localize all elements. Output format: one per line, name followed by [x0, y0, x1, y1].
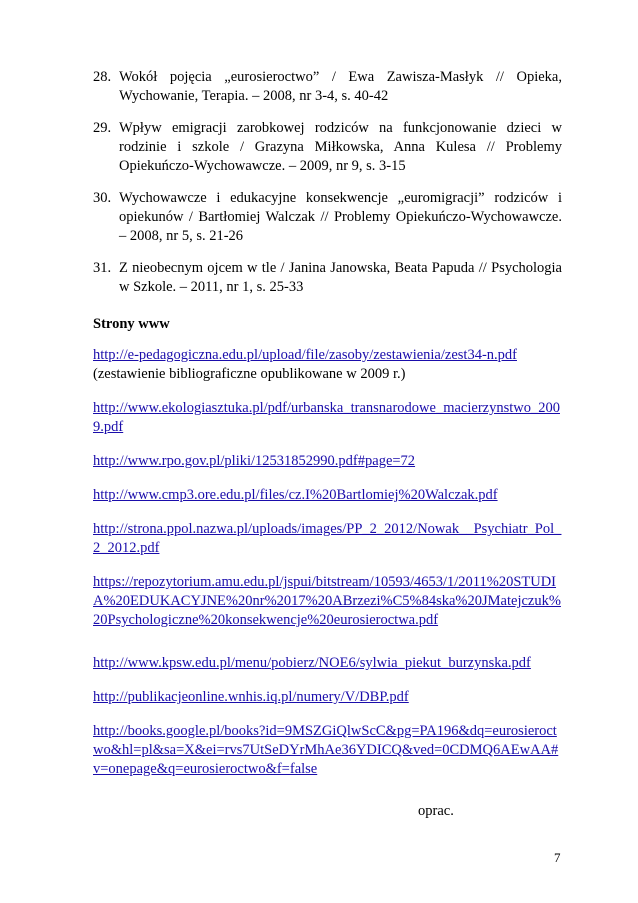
reference-text: Z nieobecnym ojcem w tle / Janina Janowska, Beata Papuda // Psychologia w Szkole. – 2011, nr 1, s. 25-33 — [119, 260, 562, 295]
web-link[interactable]: http://strona.ppol.nazwa.pl/uploads/images/PP_2_2012/Nowak__Psychiatr_Pol_2_2012.pdf — [93, 521, 562, 556]
signature: oprac. — [418, 803, 454, 819]
link-item — [93, 520, 562, 558]
web-link[interactable]: http://books.google.pl/books?id=9MSZGiQlwScC&pg=PA196&dq=eurosieroctwo&hl=pl&sa=X&ei=rvs7UtSeDYrMhAe36YDICQ&ved=0CDMQ6AEwAA#v=onepage&q=eurosieroctwo&f=false — [93, 723, 559, 777]
reference-item — [93, 189, 562, 246]
link-item — [93, 722, 562, 779]
link-item — [93, 654, 562, 673]
web-link[interactable]: http://www.kpsw.edu.pl/menu/pobierz/NOE6/sylwia_piekut_burzynska.pdf — [93, 655, 531, 671]
reference-text: Wychowawcze i edukacyjne konsekwencje „euromigracji” rodziców i opiekunów / Bartłomiej Walczak // Problemy Opiekuńczo-Wychowawcze. – 2008, nr 5, s. 21-26 — [119, 190, 562, 244]
web-link[interactable]: http://e-pedagogiczna.edu.pl/upload/file/zasoby/zestawienia/zest34-n.pdf — [93, 347, 517, 363]
link-item — [93, 486, 562, 505]
web-link[interactable]: http://www.rpo.gov.pl/pliki/12531852990.pdf#page=72 — [93, 453, 416, 469]
reference-number: 28. — [93, 69, 112, 85]
link-item — [93, 688, 562, 707]
web-link[interactable]: https://repozytorium.amu.edu.pl/jspui/bitstream/10593/4653/1/2011%20STUDIA%20EDUKACYJNE%20nr%2017%20ABrzezi%C5%84ska%20JMatejczuk%20Psychologiczne%20konsekwencje%20eurosieroctwa.pdf — [93, 574, 561, 628]
link-item — [93, 452, 562, 471]
content-area — [93, 68, 562, 794]
websites-heading: Strony www — [93, 316, 170, 332]
reference-list — [93, 68, 562, 297]
link-list — [93, 346, 562, 779]
reference-number: 29. — [93, 120, 112, 136]
web-link[interactable]: http://publikacjeonline.wnhis.iq.pl/numery/V/DBP.pdf — [93, 689, 409, 705]
reference-item — [93, 68, 562, 106]
link-item — [93, 573, 562, 630]
link-item — [93, 399, 562, 437]
link-item — [93, 346, 562, 384]
reference-number: 31. — [93, 260, 112, 276]
reference-text: Wokół pojęcia „eurosieroctwo” / Ewa Zawisza-Masłyk // Opieka, Wychowanie, Terapia. – 2008, nr 3-4, s. 40-42 — [119, 69, 562, 104]
web-link[interactable]: http://www.cmp3.ore.edu.pl/files/cz.I%20Bartlomiej%20Walczak.pdf — [93, 487, 498, 503]
reference-item — [93, 259, 562, 297]
page-number: 7 — [554, 850, 561, 865]
reference-number: 30. — [93, 190, 112, 206]
web-link[interactable]: http://www.ekologiasztuka.pl/pdf/urbanska_transnarodowe_macierzynstwo_2009.pdf — [93, 400, 560, 435]
reference-item — [93, 119, 562, 176]
link-note: (zestawienie bibliograficzne opublikowane w 2009 r.) — [93, 366, 406, 382]
reference-text: Wpływ emigracji zarobkowej rodziców na funkcjonowanie dzieci w rodzinie i szkole / Grazyna Miłkowska, Anna Kulesa // Problemy Opiekuńczo-Wychowawcze. – 2009, nr 9, s. 3-15 — [119, 120, 562, 174]
